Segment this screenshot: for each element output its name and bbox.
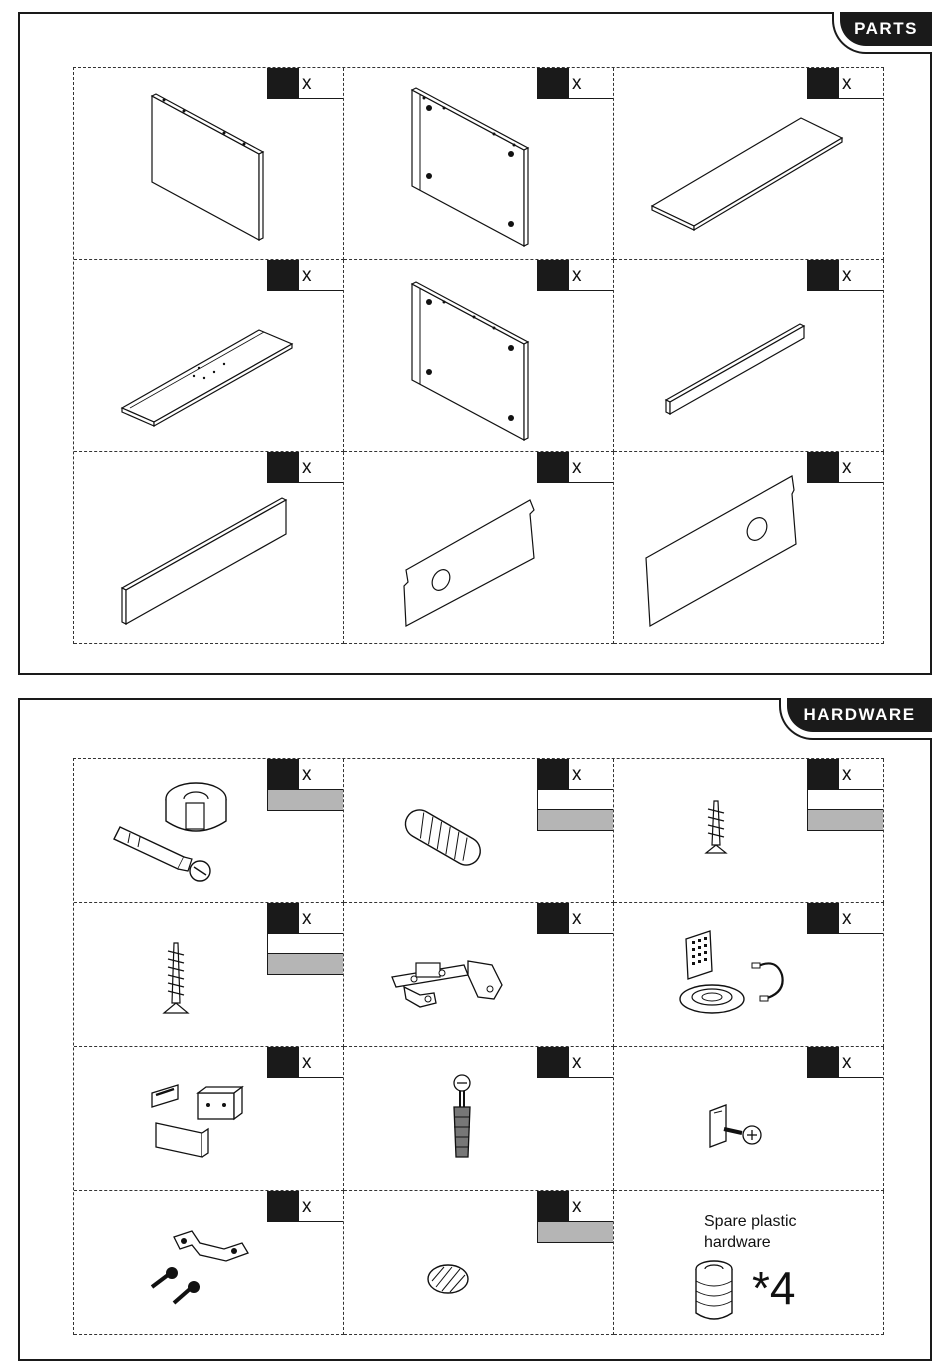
quantity-swatch — [268, 452, 299, 482]
quantity-swatch — [538, 903, 569, 933]
quantity-swatch — [538, 452, 569, 482]
hardware-cell-hanging-bracket — [74, 1047, 344, 1191]
part-cell-side-panel-predrilled-2 — [344, 260, 614, 452]
quantity-swatch — [808, 903, 839, 933]
quantity-label: x — [302, 1052, 312, 1073]
parts-section — [18, 12, 932, 675]
hardware-cell-door-hinge — [344, 903, 614, 1047]
quantity-label: x — [302, 908, 312, 929]
part-cell-bottom-panel — [74, 260, 344, 452]
quantity-label: x — [302, 764, 312, 785]
part-cell-side-panel — [74, 68, 344, 260]
quantity-label: x — [302, 73, 312, 94]
quantity-swatch — [268, 903, 299, 933]
quantity-label: x — [842, 1052, 852, 1073]
quantity-box — [537, 759, 613, 831]
quantity-label: x — [302, 457, 312, 478]
quantity-box — [267, 759, 343, 811]
quantity-label: x — [842, 265, 852, 286]
part-cell-shelf-board — [614, 68, 884, 260]
quantity-swatch — [268, 260, 299, 290]
quantity-box — [807, 1047, 883, 1078]
quantity-box — [807, 903, 883, 934]
parts-tab: PARTS — [840, 12, 932, 46]
hardware-cell-wooden-dowel — [344, 759, 614, 903]
hardware-cell-wall-anchor — [344, 1047, 614, 1191]
quantity-box — [537, 68, 613, 99]
quantity-label: x — [572, 265, 582, 286]
quantity-label: x — [842, 73, 852, 94]
parts-grid — [73, 67, 884, 644]
quantity-box — [807, 452, 883, 483]
quantity-box — [537, 452, 613, 483]
quantity-box — [267, 903, 343, 975]
hardware-cell-short-screw — [614, 759, 884, 903]
spare-label-line2: hardware — [704, 1234, 771, 1251]
hardware-cell-light-kit — [614, 903, 884, 1047]
quantity-row-white — [267, 934, 343, 954]
quantity-swatch — [808, 260, 839, 290]
quantity-box — [807, 260, 883, 291]
quantity-box — [267, 68, 343, 99]
quantity-label: x — [572, 908, 582, 929]
quantity-swatch — [538, 260, 569, 290]
quantity-swatch — [538, 759, 569, 789]
quantity-label: x — [302, 1196, 312, 1217]
quantity-label: x — [572, 1052, 582, 1073]
quantity-row-white — [807, 790, 883, 810]
quantity-row-white — [537, 790, 613, 810]
quantity-swatch — [808, 759, 839, 789]
quantity-swatch — [268, 1047, 299, 1077]
quantity-label: x — [572, 764, 582, 785]
quantity-row-gray — [267, 790, 343, 811]
part-cell-back-rail — [74, 452, 344, 644]
quantity-box — [807, 68, 883, 99]
quantity-box — [537, 903, 613, 934]
quantity-box — [537, 260, 613, 291]
quantity-swatch — [268, 759, 299, 789]
quantity-swatch — [808, 68, 839, 98]
quantity-box — [267, 1047, 343, 1078]
quantity-box — [807, 759, 883, 831]
hardware-cell-screw-cover-cap — [344, 1191, 614, 1335]
hardware-section — [18, 698, 932, 1361]
quantity-box — [537, 1047, 613, 1078]
quantity-row-gray — [537, 1222, 613, 1243]
spare-cam-lock-drawing — [614, 1191, 884, 1335]
hardware-cell-spare-plastic — [614, 1191, 884, 1335]
quantity-swatch — [538, 68, 569, 98]
quantity-label: x — [842, 764, 852, 785]
hardware-cell-cam-lock-and-bolt — [74, 759, 344, 903]
hardware-tab: HARDWARE — [787, 698, 932, 732]
quantity-swatch — [538, 1047, 569, 1077]
quantity-label: x — [302, 265, 312, 286]
part-cell-back-panel-small — [344, 452, 614, 644]
part-cell-side-panel-predrilled — [344, 68, 614, 260]
quantity-box — [267, 1191, 343, 1222]
quantity-label: x — [572, 1196, 582, 1217]
part-cell-back-panel-large — [614, 452, 884, 644]
quantity-row-gray — [267, 954, 343, 975]
quantity-label: x — [842, 457, 852, 478]
quantity-row-gray — [807, 810, 883, 831]
spare-label-line1: Spare plastic — [704, 1213, 797, 1230]
quantity-swatch — [538, 1191, 569, 1221]
quantity-swatch — [268, 68, 299, 98]
hardware-cell-door-bumper-screw — [614, 1047, 884, 1191]
quantity-label: x — [572, 73, 582, 94]
quantity-swatch — [268, 1191, 299, 1221]
quantity-label: x — [842, 908, 852, 929]
quantity-box — [267, 452, 343, 483]
spare-count: *4 — [752, 1262, 796, 1314]
quantity-label: x — [572, 457, 582, 478]
quantity-swatch — [808, 1047, 839, 1077]
part-cell-support-rail — [614, 260, 884, 452]
quantity-box — [537, 1191, 613, 1243]
hardware-cell-long-screw — [74, 903, 344, 1047]
quantity-box — [267, 260, 343, 291]
quantity-row-gray — [537, 810, 613, 831]
hardware-grid — [73, 758, 884, 1335]
quantity-swatch — [808, 452, 839, 482]
hardware-cell-cable-clip-and-screws — [74, 1191, 344, 1335]
